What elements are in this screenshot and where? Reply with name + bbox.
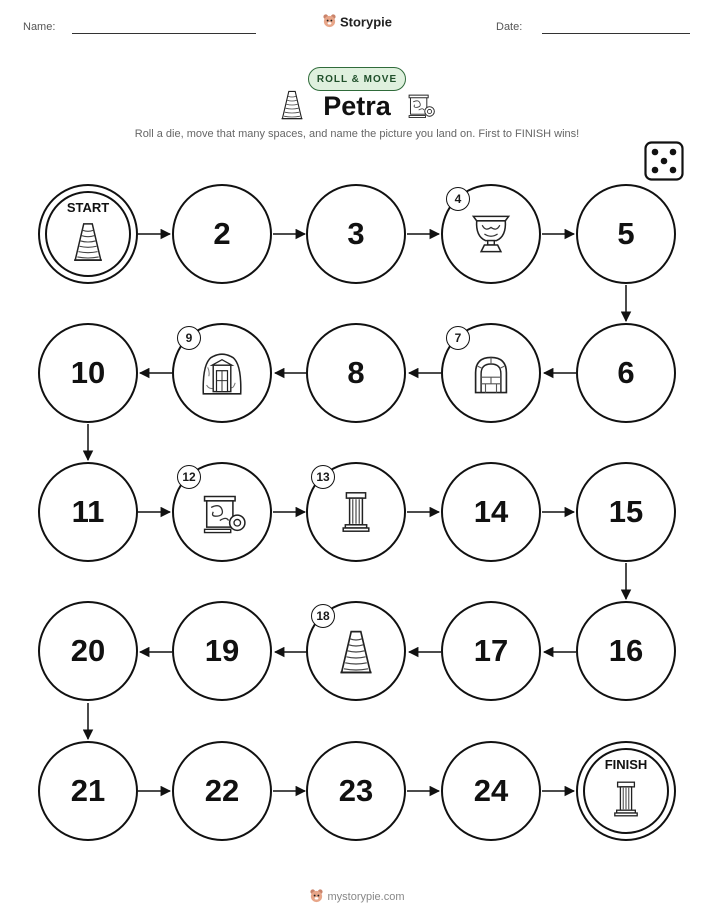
space-number: 10 (70, 355, 106, 390)
space-start[interactable] (38, 184, 138, 284)
space-number-badge: 7 (446, 326, 470, 350)
instructions: Roll a die, move that many spaces, and name the picture you land on. First to FINISH wins! (134, 128, 580, 140)
space-16[interactable] (576, 601, 676, 701)
space-number: 8 (347, 355, 365, 390)
space-13[interactable] (306, 462, 406, 562)
date-label: Date: (496, 21, 523, 33)
space-17[interactable] (441, 601, 541, 701)
bear-logo-icon (309, 888, 324, 906)
space-number: 3 (347, 216, 365, 251)
space-9[interactable] (172, 323, 272, 423)
space-number: 21 (70, 773, 106, 808)
page-title: Petra (323, 91, 391, 121)
footer (0, 888, 714, 906)
space-number: 11 (71, 494, 105, 529)
urn-icon (469, 212, 513, 256)
space-10[interactable] (38, 323, 138, 423)
brand-name: Storypie (339, 14, 392, 30)
space-number: 23 (338, 773, 374, 808)
tomb-door-icon (200, 351, 244, 397)
stone-cone-icon (338, 627, 374, 677)
space-number-badge: 13 (311, 465, 335, 489)
space-number: 24 (473, 773, 509, 808)
footer-url[interactable]: mystorypie.com (327, 891, 405, 903)
roll-move-badge: ROLL & MOVE (308, 67, 406, 91)
space-number-badge: 12 (177, 465, 201, 489)
space-15[interactable] (576, 462, 676, 562)
space-number: 2 (213, 216, 231, 251)
space-18[interactable] (306, 601, 406, 701)
space-6[interactable] (576, 323, 676, 423)
name-label: Name: (23, 21, 56, 33)
scroll-capital-icon (198, 492, 246, 536)
space-8[interactable] (306, 323, 406, 423)
space-2[interactable] (172, 184, 272, 284)
space-number: 16 (608, 633, 644, 668)
space-24[interactable] (441, 741, 541, 841)
space-3[interactable] (306, 184, 406, 284)
column-icon (340, 490, 372, 534)
space-12[interactable] (172, 462, 272, 562)
space-number-badge: 4 (446, 187, 470, 211)
space-23[interactable] (306, 741, 406, 841)
space-14[interactable] (441, 462, 541, 562)
space-number-badge: 18 (311, 604, 335, 628)
well-icon (469, 353, 513, 397)
space-5[interactable] (576, 184, 676, 284)
space-20[interactable] (38, 601, 138, 701)
space-number: 5 (617, 216, 635, 251)
space-number: 17 (473, 633, 509, 668)
space-19[interactable] (172, 601, 272, 701)
start-label: START (66, 200, 110, 215)
space-number: 15 (608, 494, 644, 529)
space-number-badge: 9 (177, 326, 201, 350)
space-7[interactable] (441, 323, 541, 423)
space-11[interactable] (38, 462, 138, 562)
column-icon (612, 777, 640, 821)
space-finish[interactable] (576, 741, 676, 841)
space-number: 6 (617, 355, 635, 390)
space-22[interactable] (172, 741, 272, 841)
space-number: 14 (473, 494, 509, 529)
stone-cone-icon (72, 220, 104, 264)
finish-label: FINISH (604, 757, 648, 772)
space-number: 22 (204, 773, 240, 808)
space-number: 20 (70, 633, 106, 668)
space-21[interactable] (38, 741, 138, 841)
space-number: 19 (204, 633, 240, 668)
space-4[interactable] (441, 184, 541, 284)
